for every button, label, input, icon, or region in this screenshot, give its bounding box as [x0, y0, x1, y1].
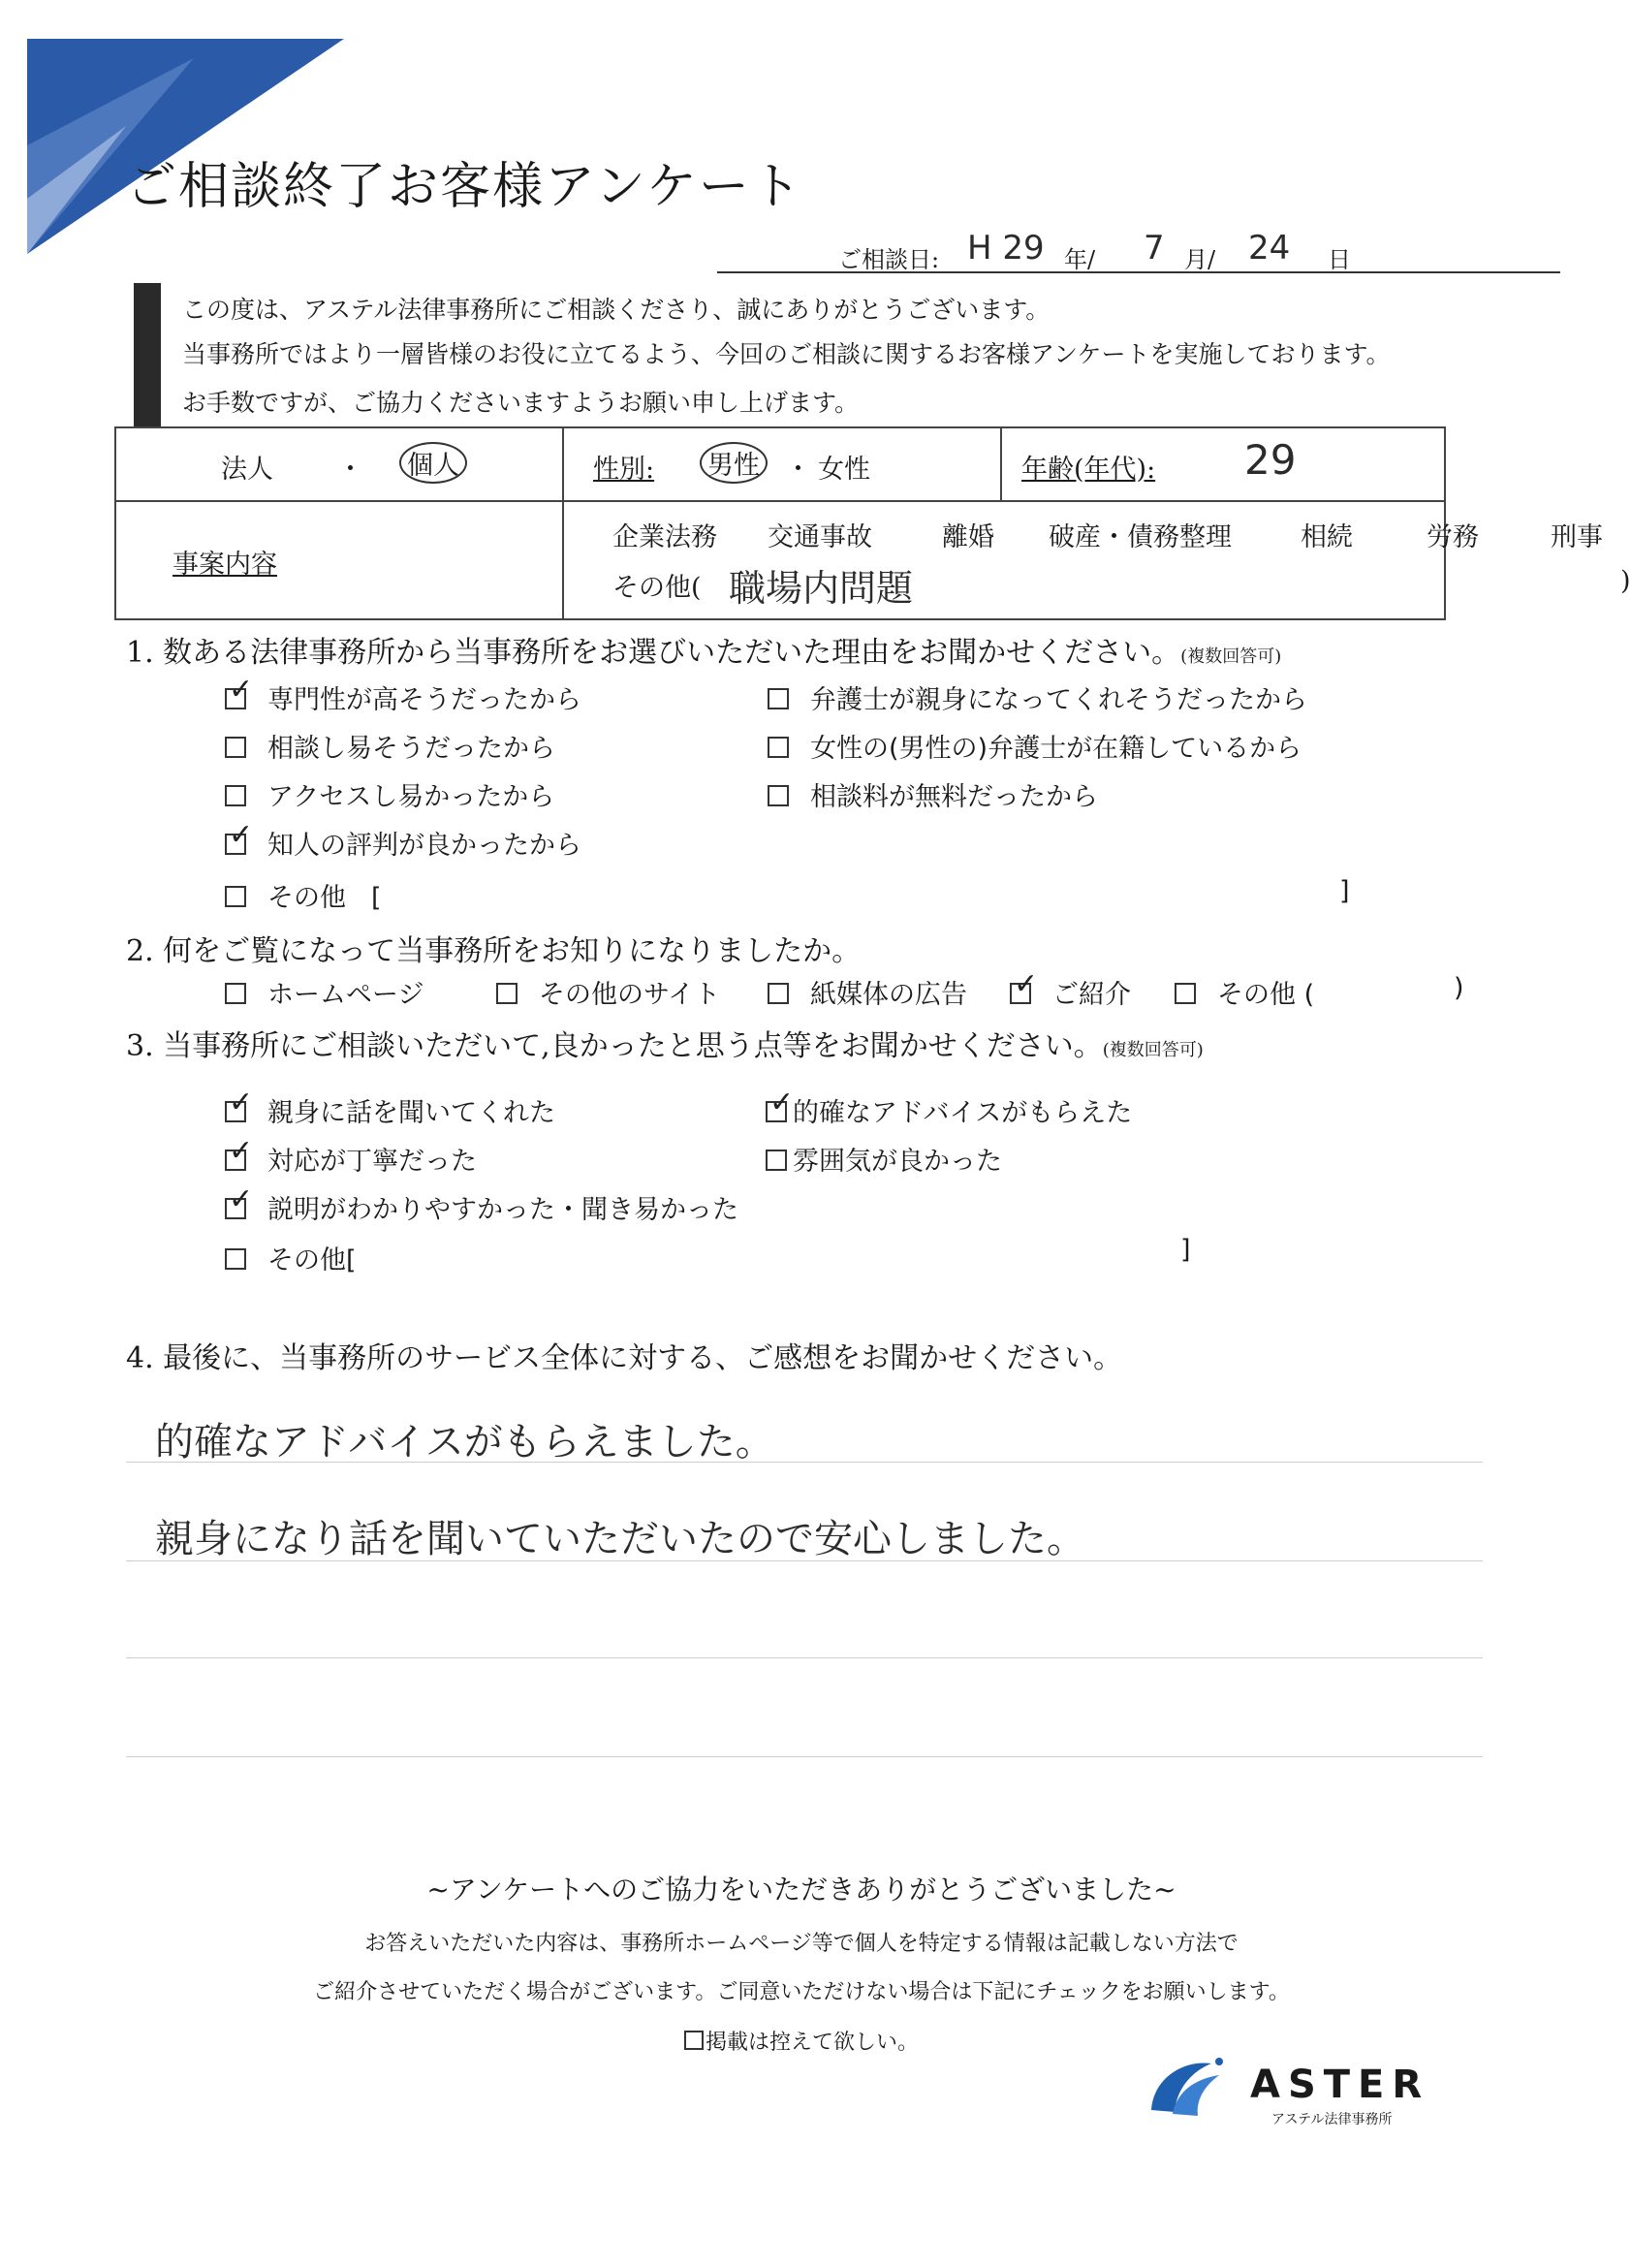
corner-decoration	[0, 0, 349, 262]
optout-option[interactable]	[0, 2026, 1603, 2056]
q3-option-polite[interactable]	[225, 1140, 477, 1178]
q4-title: 4. 最後に、当事務所のサービス全体に対する、ご感想をお聞かせください。	[126, 1341, 1123, 1375]
q2-option-label: 紙媒体の広告	[810, 980, 967, 1010]
q3-option-other[interactable]	[225, 1239, 357, 1276]
date-label: ご相談日:	[838, 246, 940, 273]
checkbox-icon[interactable]	[768, 737, 789, 758]
checkbox-icon[interactable]	[225, 737, 246, 758]
q3-option-listened[interactable]	[225, 1091, 555, 1129]
case-other-value: 職場内問題	[729, 567, 914, 610]
q1-option-label: 相談料が無料だったから	[810, 782, 1098, 812]
checkbox-icon[interactable]	[225, 886, 246, 907]
age-label: 年齢(年代):	[1021, 455, 1156, 485]
q1-option-label: 相談し易そうだったから	[267, 734, 555, 764]
checkbox-checked-icon[interactable]	[1010, 983, 1031, 1004]
individual-selected: 個人	[399, 442, 467, 484]
checkbox-icon[interactable]	[768, 688, 789, 709]
checkbox-icon[interactable]	[768, 785, 789, 806]
logo-name: ASTER	[1250, 2063, 1430, 2107]
q3-option-clear[interactable]	[225, 1188, 738, 1226]
case-type-corporate: 企業法務	[612, 522, 717, 552]
comment-rule	[126, 1756, 1483, 1757]
case-type-bankruptcy: 破産・債務整理	[1049, 522, 1232, 552]
q2-option-other[interactable]	[1175, 973, 1314, 1011]
separator-dot: ・	[337, 455, 363, 485]
checkbox-checked-icon[interactable]	[225, 1150, 246, 1171]
client-info-table	[114, 426, 1631, 620]
q3-option-label: その他[	[267, 1245, 357, 1276]
q1-title-text: 1. 数ある法律事務所から当事務所をお選びいただいた理由をお聞かせください。	[126, 636, 1181, 670]
q2-option-homepage[interactable]	[225, 973, 423, 1011]
q1-bracket-open: [	[371, 883, 382, 913]
checkbox-icon[interactable]	[225, 785, 246, 806]
q2-option-label: その他 (	[1217, 980, 1315, 1010]
thanks-message: ~アンケートへのご協力をいただきありがとうございました~	[426, 1874, 1176, 1906]
q1-option-label: その他	[267, 883, 346, 913]
date-era-year: H 29	[967, 229, 1045, 268]
checkbox-checked-icon[interactable]	[225, 688, 246, 709]
checkbox-icon[interactable]	[1175, 983, 1196, 1004]
q1-option-free[interactable]	[768, 775, 1098, 813]
q3-option-label: 雰囲気が良かった	[793, 1147, 1002, 1177]
intro-line-3: お手数ですが、ご協力くださいますようお願い申し上げます。	[182, 389, 860, 417]
q3-bracket-close: ]	[1180, 1235, 1191, 1265]
q3-option-label: 親身に話を聞いてくれた	[267, 1098, 555, 1128]
consult-date-row	[717, 229, 1560, 273]
checkbox-icon[interactable]	[766, 1150, 787, 1171]
gender-label: 性別:	[593, 455, 655, 485]
male-selected: 男性	[700, 442, 768, 484]
date-month-unit: 月/	[1184, 246, 1216, 273]
comment-line-2: 親身になり話を聞いていただいたので安心しました。	[155, 1517, 1085, 1561]
q1-bracket-close: ]	[1339, 876, 1350, 906]
checkbox-icon[interactable]	[768, 983, 789, 1004]
female-option: 女性	[818, 455, 870, 485]
age-value: 29	[1244, 436, 1297, 484]
q2-option-label: ご紹介	[1052, 980, 1131, 1010]
corp-label: 法人	[221, 455, 273, 485]
checkbox-checked-icon[interactable]	[766, 1101, 787, 1122]
optout-label: 掲載は控えて欲しい。	[705, 2031, 919, 2055]
q2-option-label: その他のサイト	[539, 980, 721, 1010]
case-other-close: )	[1620, 566, 1631, 596]
q1-option-label: アクセスし易かったから	[267, 782, 555, 812]
case-other-label: その他(	[612, 573, 702, 603]
checkbox-checked-icon[interactable]	[225, 1198, 246, 1219]
q1-option-sympathetic[interactable]	[768, 678, 1307, 716]
q1-option-gender-lawyer[interactable]	[768, 727, 1302, 765]
q2-option-print-ad[interactable]	[768, 973, 967, 1011]
q1-option-other[interactable]	[225, 876, 382, 914]
logo-subtitle: アステル法律事務所	[1271, 2112, 1393, 2127]
checkbox-icon[interactable]	[225, 983, 246, 1004]
q2-option-label: ホームページ	[267, 980, 424, 1010]
aster-logo-icon	[1144, 2050, 1240, 2127]
q2-option-referral[interactable]	[1010, 973, 1131, 1011]
case-type-inheritance: 相続	[1301, 522, 1353, 552]
date-day: 24	[1248, 229, 1291, 268]
q1-option-label: 弁護士が親身になってくれそうだったから	[810, 685, 1307, 715]
intro-line-2: 当事務所ではより一層皆様のお役に立てるよう、今回のご相談に関するお客様アンケートを実施しております。	[182, 340, 1391, 368]
checkbox-icon[interactable]	[496, 983, 518, 1004]
q3-option-atmosphere[interactable]	[766, 1140, 1002, 1178]
q1-option-approachable[interactable]	[225, 727, 555, 765]
case-label: 事案内容	[173, 550, 277, 580]
q3-option-advice[interactable]	[766, 1091, 1132, 1129]
page-title: ご相談終了お客様アンケート	[126, 158, 803, 216]
q2-title: 2. 何をご覧になって当事務所をお知りになりましたか。	[126, 934, 862, 968]
q1-option-label: 知人の評判が良かったから	[267, 831, 581, 861]
checkbox-checked-icon[interactable]	[225, 1101, 246, 1122]
q1-option-label: 女性の(男性の)弁護士が在籍しているから	[810, 734, 1302, 764]
separator-dot-2: ・	[785, 455, 811, 485]
q3-option-label: 説明がわかりやすかった・聞き易かった	[267, 1195, 738, 1225]
checkbox-checked-icon[interactable]	[225, 834, 246, 855]
q1-option-label: 専門性が高そうだったから	[267, 685, 581, 715]
date-month: 7	[1144, 229, 1165, 268]
intro-bar	[134, 283, 161, 428]
q1-note: (複数回答可)	[1180, 646, 1282, 667]
case-type-labor: 労務	[1427, 522, 1479, 552]
date-year-unit: 年/	[1064, 246, 1096, 273]
q3-note: (複数回答可)	[1102, 1040, 1204, 1060]
date-day-unit: 日	[1328, 246, 1351, 273]
q2-close: )	[1454, 973, 1464, 1003]
checkbox-icon[interactable]	[684, 2031, 704, 2050]
q1-option-access[interactable]	[225, 775, 554, 813]
q1-option-expertise[interactable]	[225, 678, 581, 716]
q3-title-text: 3. 当事務所にご相談いただいて,良かったと思う点等をお聞かせください。	[126, 1029, 1103, 1063]
q1-option-reputation[interactable]	[225, 824, 581, 862]
checkbox-icon[interactable]	[225, 1248, 246, 1270]
comment-rule	[126, 1657, 1483, 1658]
q2-option-other-site[interactable]	[496, 973, 720, 1011]
q1-title	[126, 628, 1281, 671]
case-type-divorce: 離婚	[942, 522, 994, 552]
q3-option-label: 的確なアドバイスがもらえた	[793, 1098, 1133, 1128]
q3-title	[126, 1022, 1204, 1064]
case-type-traffic: 交通事故	[768, 522, 872, 552]
comment-line-1: 的確なアドバイスがもらえました。	[155, 1420, 774, 1465]
footer-note-2: ご紹介させていただく場合がございます。ご同意いただけない場合は下記にチェックをお願いします。	[313, 1980, 1290, 2004]
case-type-criminal: 刑事	[1551, 522, 1603, 552]
footer-note-1: お答えいただいた内容は、事務所ホームページ等で個人を特定する情報は記載しない方法で	[364, 1932, 1239, 1956]
q3-option-label: 対応が丁寧だった	[267, 1147, 477, 1177]
intro-line-1: この度は、アステル法律事務所にご相談くださり、誠にありがとうございます。	[182, 296, 1051, 324]
